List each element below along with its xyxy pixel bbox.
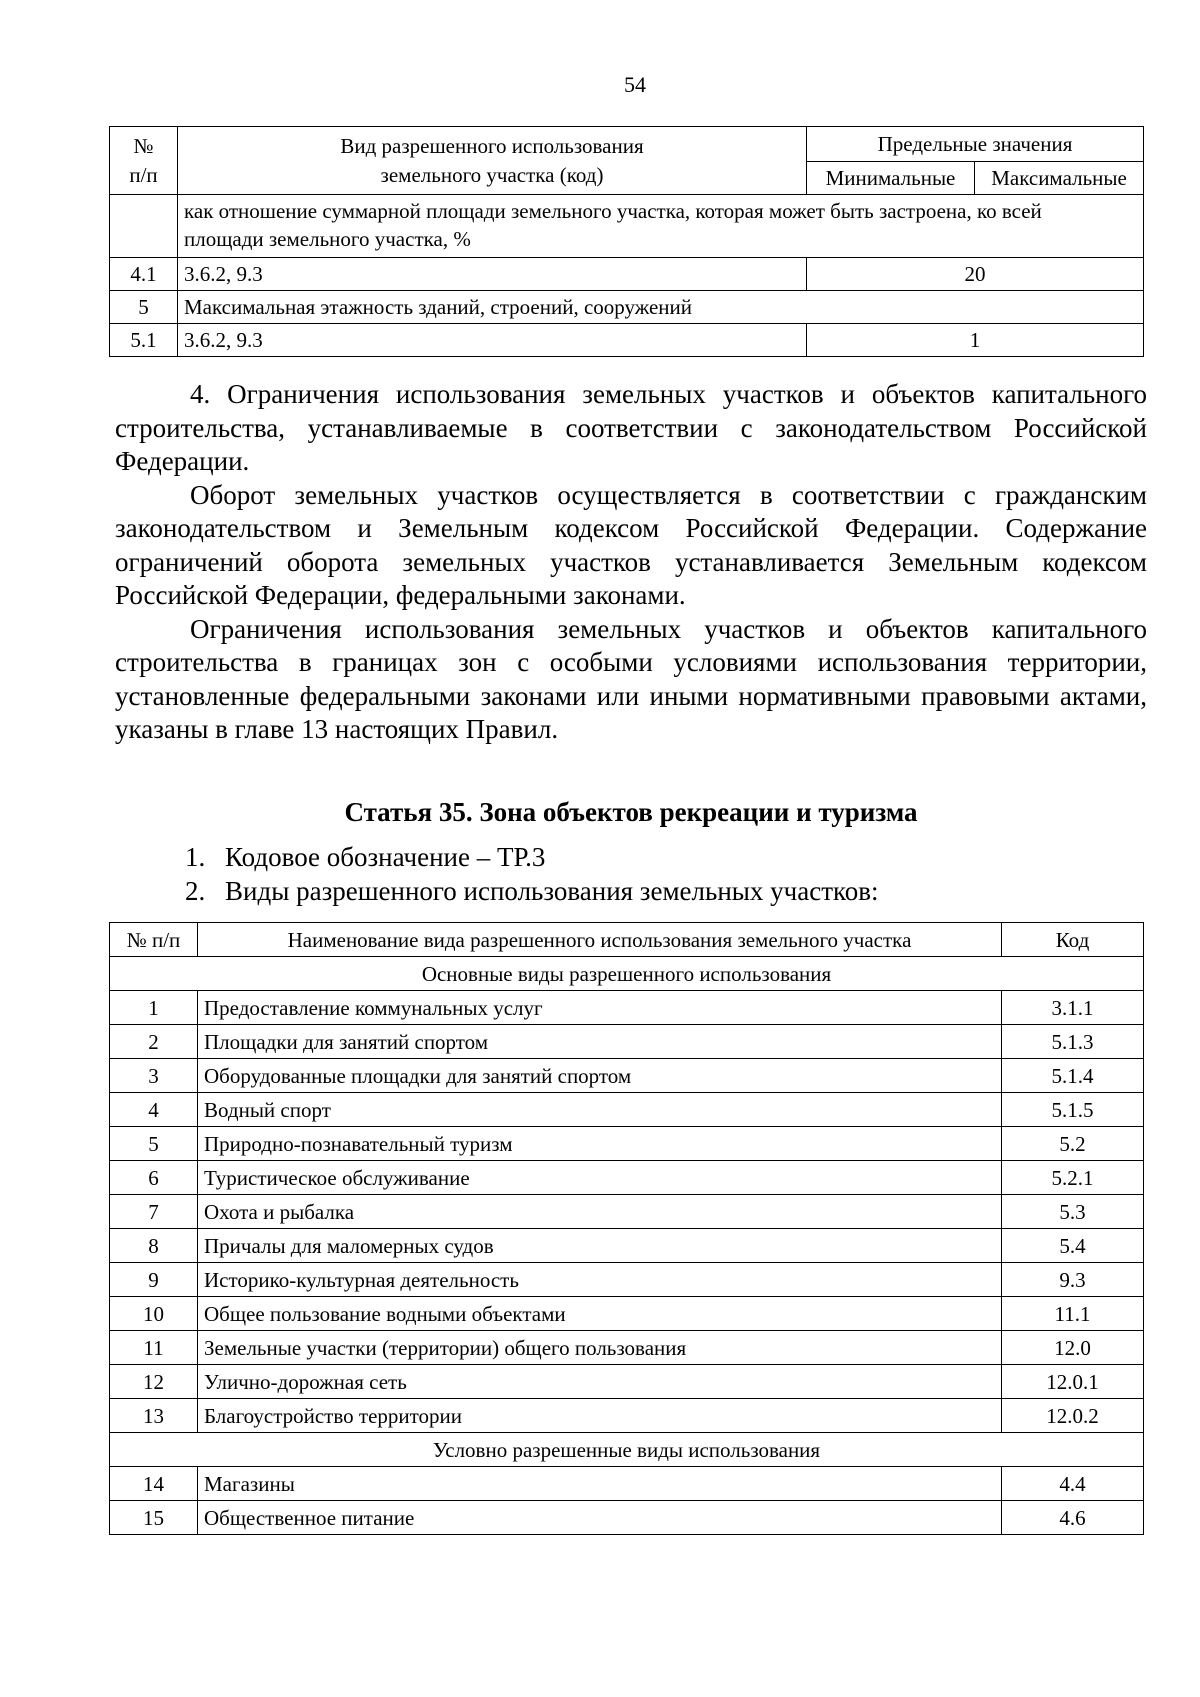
row-name: Площадки для занятий спортом	[198, 1025, 1002, 1059]
row-num: 2	[110, 1025, 198, 1059]
section-row	[110, 1433, 1144, 1467]
paragraph: Оборот земельных участков осуществляется в соответствии с гражданским законодательством и Земельным кодексом Российской Федерации. Содержание ограничений оборота земельных участков устанавливается Земельным кодексом Российской Федерации, федеральными законами.	[115, 479, 1147, 610]
list-item-num: 1.	[185, 842, 206, 872]
row-num: 5	[110, 291, 178, 324]
row-num: 6	[110, 1161, 198, 1195]
row-num: 14	[110, 1467, 198, 1501]
row-name: Благоустройство территории	[198, 1399, 1002, 1433]
row-num: 8	[110, 1229, 198, 1263]
table-row	[110, 991, 1144, 1025]
row-code: 5.3	[1002, 1195, 1144, 1229]
section-row	[110, 957, 1144, 991]
body-text	[115, 378, 1147, 747]
table-row	[110, 1093, 1144, 1127]
row-num: 9	[110, 1263, 198, 1297]
table-row	[110, 1059, 1144, 1093]
header-num-line2: п/п	[129, 162, 158, 187]
row-num: 12	[110, 1365, 198, 1399]
row-text: как отношение суммарной площади земельного участка, которая может быть застроена, ко всей площади земельного участка, %	[178, 195, 1144, 258]
row-code: 5.2.1	[1002, 1161, 1144, 1195]
table-row	[110, 1467, 1144, 1501]
table-row	[110, 1229, 1144, 1263]
paragraph: Ограничения использования земельных участков и объектов капитального строительства в границах зон с особыми условиями использования территории, установленные федеральными законами или иными нормативными правовыми актами, указаны в главе 13 настоящих Правил.	[115, 613, 1147, 744]
header-num-line1: №	[133, 133, 154, 158]
table-row	[110, 1161, 1144, 1195]
table-row	[110, 1365, 1144, 1399]
page-number: 54	[624, 72, 646, 97]
row-num: 4.1	[110, 258, 178, 291]
list-item-text: Виды разрешенного использования земельных участков:	[225, 876, 879, 906]
row-code: 4.4	[1002, 1467, 1144, 1501]
row-name: Магазины	[198, 1467, 1002, 1501]
row-num: 5.1	[110, 324, 178, 357]
row-num: 13	[110, 1399, 198, 1433]
list-item-text: Кодовое обозначение – ТР.3	[225, 842, 546, 872]
table-row	[110, 1127, 1144, 1161]
row-code: 5.2	[1002, 1127, 1144, 1161]
row-value: 1	[807, 324, 1144, 357]
row-code: 12.0.1	[1002, 1365, 1144, 1399]
paragraph: 4. Ограничения использования земельных участков и объектов капитального строительства, устанавливаемые в соответствии с законодательством Российской Федерации.	[115, 379, 1147, 476]
list-item	[185, 876, 879, 907]
row-num: 15	[110, 1501, 198, 1535]
limits-table	[109, 126, 1144, 357]
row-name: Общественное питание	[198, 1501, 1002, 1535]
table-row	[110, 258, 1144, 291]
table-row	[110, 1501, 1144, 1535]
row-num: 11	[110, 1331, 198, 1365]
row-name: Водный спорт	[198, 1093, 1002, 1127]
row-num: 4	[110, 1093, 198, 1127]
row-num	[110, 195, 178, 258]
list-item-num: 2.	[185, 876, 206, 906]
row-text: Максимальная этажность зданий, строений, сооружений	[178, 291, 1144, 324]
row-num: 1	[110, 991, 198, 1025]
row-name: Историко-культурная деятельность	[198, 1263, 1002, 1297]
row-code: 12.0	[1002, 1331, 1144, 1365]
uses-table	[109, 922, 1144, 1535]
row-code: 9.3	[1002, 1263, 1144, 1297]
row-name: Причалы для маломерных судов	[198, 1229, 1002, 1263]
header-num	[110, 127, 178, 195]
row-code: 5.1.3	[1002, 1025, 1144, 1059]
header-name: Наименование вида разрешенного использования земельного участка	[198, 923, 1002, 957]
row-value: 20	[807, 258, 1144, 291]
row-name: Предоставление коммунальных услуг	[198, 991, 1002, 1025]
row-name: Охота и рыбалка	[198, 1195, 1002, 1229]
row-num: 10	[110, 1297, 198, 1331]
header-kind-line1: Вид разрешенного использования	[340, 133, 644, 158]
table-row	[110, 1331, 1144, 1365]
row-name: Туристическое обслуживание	[198, 1161, 1002, 1195]
row-code: 12.0.2	[1002, 1399, 1144, 1433]
table-header-row	[110, 923, 1144, 957]
row-code: 5.4	[1002, 1229, 1144, 1263]
row-code: 4.6	[1002, 1501, 1144, 1535]
row-num: 5	[110, 1127, 198, 1161]
article-title: Статья 35. Зона объектов рекреации и туризма	[344, 797, 918, 827]
header-num: № п/п	[110, 923, 198, 957]
row-num: 3	[110, 1059, 198, 1093]
table-row	[110, 1399, 1144, 1433]
row-code: 3.6.2, 9.3	[178, 324, 807, 357]
row-code: 11.1	[1002, 1297, 1144, 1331]
header-kind	[178, 127, 807, 195]
row-num: 7	[110, 1195, 198, 1229]
header-max: Максимальные	[975, 162, 1144, 195]
header-code: Код	[1002, 923, 1144, 957]
row-name: Общее пользование водными объектами	[198, 1297, 1002, 1331]
row-name: Земельные участки (территории) общего пользования	[198, 1331, 1002, 1365]
header-limits: Предельные значения	[807, 127, 1144, 162]
table-row	[110, 1195, 1144, 1229]
table-row	[110, 291, 1144, 324]
table-row	[110, 1263, 1144, 1297]
row-code: 5.1.5	[1002, 1093, 1144, 1127]
row-code: 3.1.1	[1002, 991, 1144, 1025]
table-row	[110, 195, 1144, 258]
section-title-main: Основные виды разрешенного использования	[110, 957, 1144, 991]
row-name: Природно-познавательный туризм	[198, 1127, 1002, 1161]
table-row	[110, 1297, 1144, 1331]
table-row	[110, 1025, 1144, 1059]
row-code: 5.1.4	[1002, 1059, 1144, 1093]
header-min: Минимальные	[807, 162, 975, 195]
list-item	[185, 842, 545, 873]
row-code: 3.6.2, 9.3	[178, 258, 807, 291]
row-name: Оборудованные площадки для занятий спортом	[198, 1059, 1002, 1093]
row-name: Улично-дорожная сеть	[198, 1365, 1002, 1399]
section-title-conditional: Условно разрешенные виды использования	[110, 1433, 1144, 1467]
table-row	[110, 324, 1144, 357]
header-kind-line2: земельного участка (код)	[380, 162, 604, 187]
